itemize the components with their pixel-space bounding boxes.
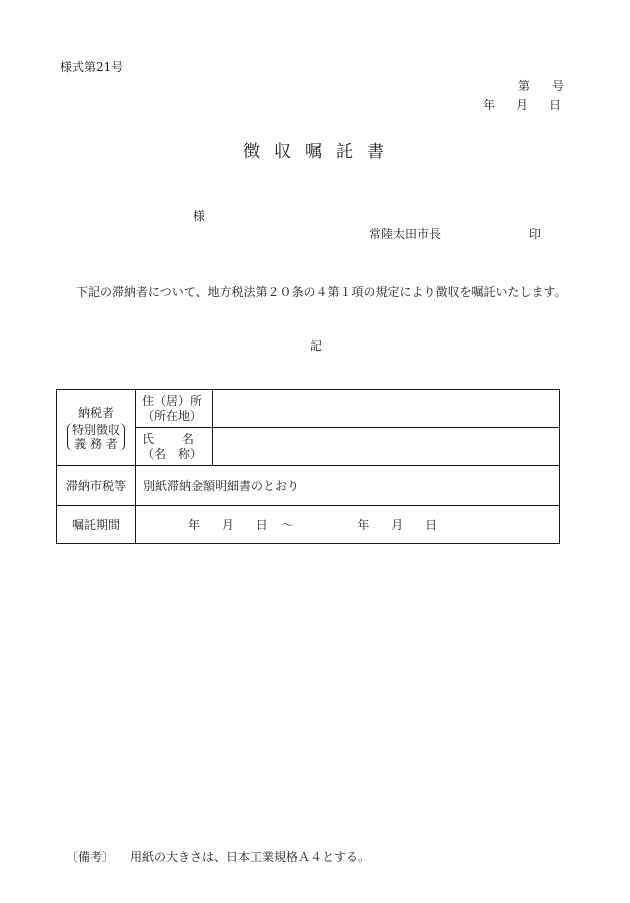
form-number: 様式第21号 <box>60 60 124 74</box>
address-label-line1: 住（居）所 <box>142 393 203 408</box>
taxpayer-label: 納税者 <box>77 406 114 420</box>
period-value <box>136 506 560 544</box>
period-end-month: 月 <box>391 518 404 532</box>
period-start-day: 日 <box>255 518 268 532</box>
body-text: 下記の滞納者について、地方税法第２０条の４第１項の規定により徴収を嘱託いたします。 <box>76 285 567 299</box>
sender-name: 常陸太田市長 <box>369 227 442 241</box>
ki-label: 記 <box>310 339 323 353</box>
delinquent-tax-value: 別紙滞納金額明細書のとおり <box>136 466 560 506</box>
period-end-year: 年 <box>357 518 370 532</box>
delinquent-tax-label: 滞納市税等 <box>57 466 136 506</box>
commission-table <box>56 389 560 544</box>
footnote-text: 用紙の大きさは、日本工業規格Ａ４とする。 <box>130 850 371 864</box>
period-end-day: 日 <box>425 518 438 532</box>
name-label-cell <box>136 428 213 466</box>
document-date <box>483 96 561 113</box>
page-title: 徴収嘱託書 <box>243 142 398 162</box>
address-label-cell <box>136 390 213 428</box>
special-collector-bracket <box>67 423 125 451</box>
footnote <box>66 848 370 865</box>
doc-number-go: 号 <box>552 79 565 93</box>
period-start-year: 年 <box>188 518 201 532</box>
table-row-address <box>57 390 560 428</box>
doc-number-dai: 第 <box>518 79 531 93</box>
address-value-cell[interactable] <box>213 390 560 428</box>
seal-mark: 印 <box>529 227 542 241</box>
footnote-label: 〔備考〕 <box>66 850 115 864</box>
taxpayer-cell <box>57 390 136 466</box>
name-value-cell[interactable] <box>213 428 560 466</box>
name-label-line2: （名 称） <box>142 446 203 461</box>
document-number <box>518 77 564 94</box>
name-label-line1: 氏 名 <box>142 431 194 446</box>
table-row-period <box>57 506 560 544</box>
special-collector-line1: 特別徴収 <box>71 423 120 437</box>
date-year: 年 <box>483 98 496 112</box>
date-day: 日 <box>549 98 562 112</box>
period-tilde: ～ <box>281 518 294 532</box>
table-row-delinquent-tax <box>57 466 560 506</box>
period-label: 嘱託期間 <box>57 506 136 544</box>
address-label-line2: （所在地） <box>142 408 203 423</box>
period-start-month: 月 <box>221 518 234 532</box>
date-month: 月 <box>516 98 529 112</box>
addressee-honorific: 様 <box>193 209 206 223</box>
special-collector-line2: 義 務 者 <box>74 437 118 451</box>
